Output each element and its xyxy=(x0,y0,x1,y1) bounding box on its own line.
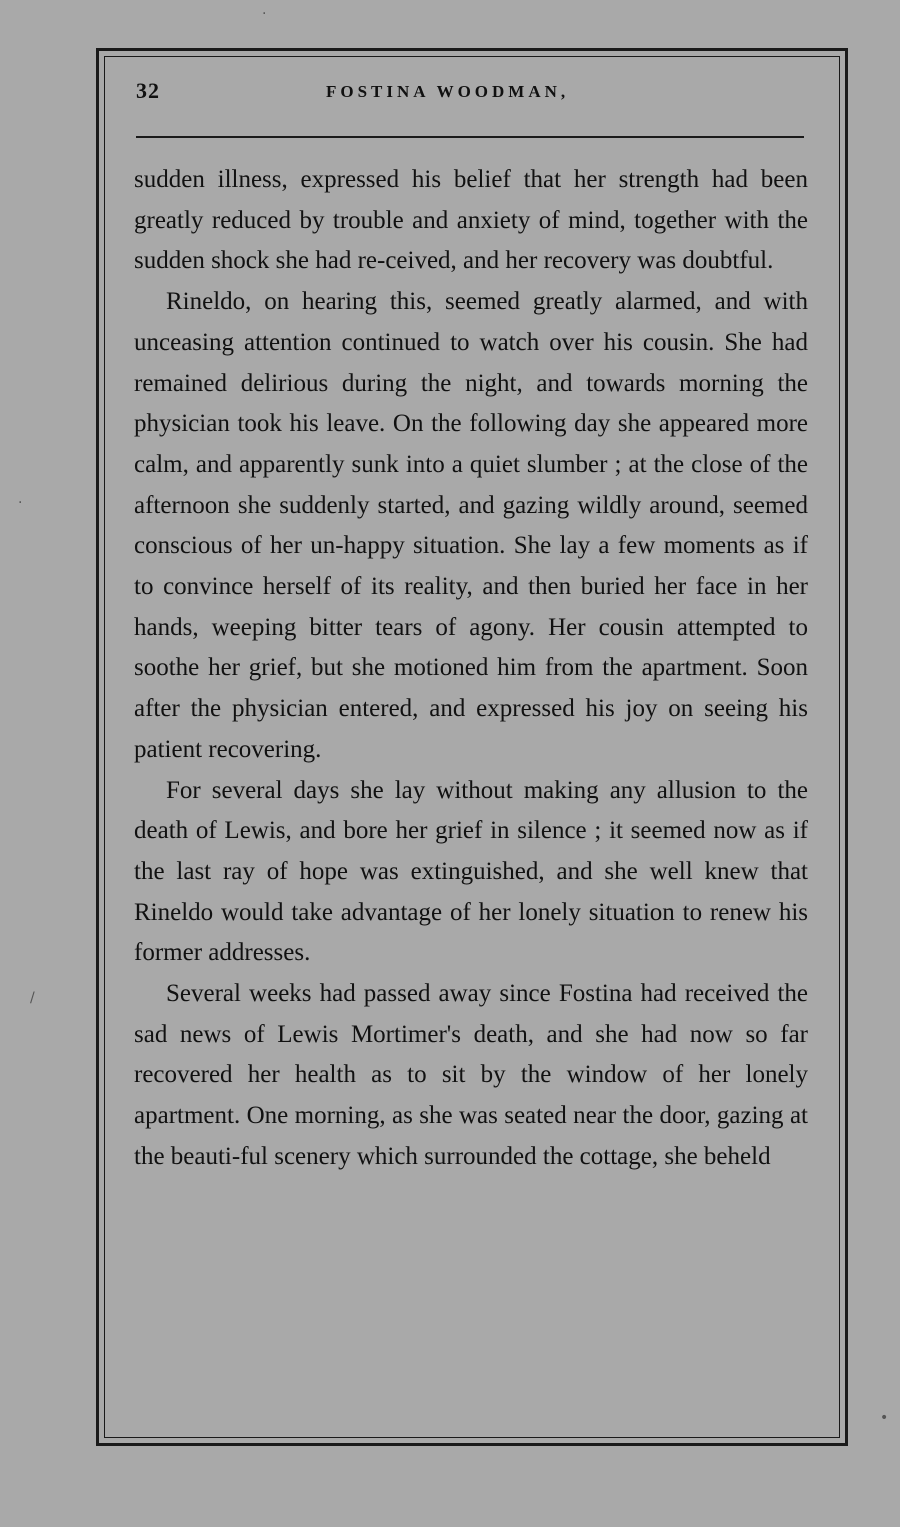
page-number: 32 xyxy=(136,78,160,103)
paragraph: Rineldo, on hearing this, seemed greatly alarmed, and with unceasing attention continued to watch over his cousin. She had remained delirious during the night, and towards morning the physician took his leave. On the following day she appeared more calm, and apparently sunk into a quiet slumber ; at the close of the afternoon she suddenly started, and gazing wildly around, seemed conscious of her un-happy situation. She lay a few moments as if to convince herself of its reality, and then buried her face in her hands, weeping bitter tears of agony. Her cousin attempted to soothe her grief, but she motioned him from the apartment. Soon after the physician entered, and expressed his joy on seeing his patient recovering. xyxy=(134,288,808,763)
scan-mark: / xyxy=(30,990,35,1006)
scan-mark: · xyxy=(262,6,267,22)
paragraph: For several days she lay without making any allusion to the death of Lewis, and bore her grief in silence ; it seemed now as if the last ray of hope was extinguished, and she well knew that Rineldo would take advantage of her lonely situation to renew his former addresses. xyxy=(134,776,808,967)
running-title: FOSTINA WOODMAN, xyxy=(326,82,570,101)
paragraph: Several weeks had passed away since Fostina had received the sad news of Lewis Mortimer's death, and she had now so far recovered her health as to sit by the window of her lonely apartment. One morning, as she was seated near the door, gazing at the beauti-ful scenery which surrounded the cottage, she beheld xyxy=(134,980,808,1170)
scan-mark: • xyxy=(880,1410,889,1426)
header-rule xyxy=(136,136,804,138)
paragraph-continued: sudden illness, expressed his belief that her strength had been greatly reduced by trouble and anxiety of mind, together with the sudden shock she had re-ceived, and her recovery was doubtful. xyxy=(134,166,808,275)
body-text xyxy=(134,160,808,1178)
running-head xyxy=(136,78,808,112)
scan-mark: · xyxy=(18,495,23,511)
